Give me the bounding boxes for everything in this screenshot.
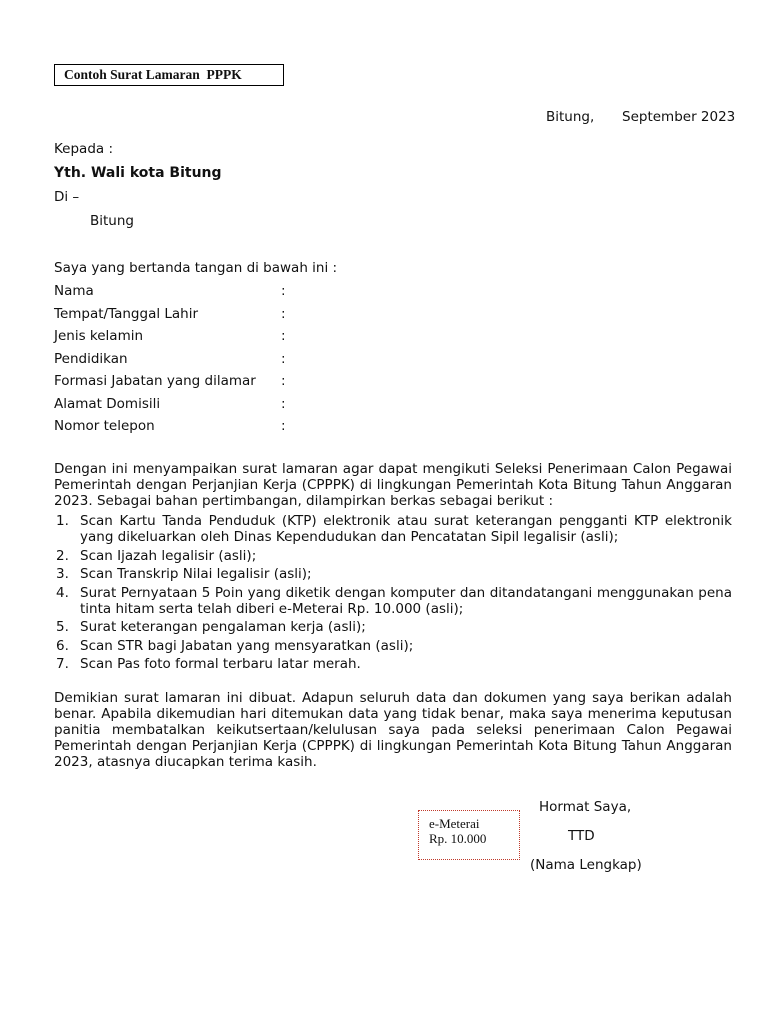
field-row — [54, 373, 354, 396]
list-text: Scan Pas foto formal terbaru latar merah. — [80, 656, 361, 672]
recipient-city: Bitung — [90, 213, 134, 229]
list-text: Scan Ijazah legalisir (asli); — [80, 547, 257, 564]
closing-text: Hormat Saya, — [539, 799, 632, 815]
field-label: Tempat/Tanggal Lahir — [54, 305, 199, 322]
intro-text: Saya yang bertanda tangan di bawah ini : — [54, 260, 338, 276]
field-label: Formasi Jabatan yang dilamar — [54, 373, 256, 389]
field-row — [54, 283, 354, 306]
list-item — [54, 638, 732, 654]
field-row — [54, 306, 354, 329]
attachment-list — [54, 513, 732, 675]
signature-placeholder: TTD — [568, 828, 595, 844]
body-paragraph-2: Demikian surat lamaran ini dibuat. Adapun seluruh data dan dokumen yang saya berikan adalah benar. Apabila dikemudian hari ditemukan data yang tidak benar, maka saya menerima keputusan panitia membatalkan keikutsertaan/kelulusan saya pada seleksi penerimaan Calon Pegawai Pemerintah dengan Perjanjian Kerja (CPPPK) di lingkungan Pemerintah Kota Bitung Tahun Anggaran 2023, atasnya diucapkan terima kasih. — [54, 690, 732, 770]
list-number: 2. — [56, 547, 69, 564]
list-item — [54, 513, 732, 545]
list-number: 4. — [56, 584, 69, 601]
kepada-label: Kepada : — [54, 141, 114, 157]
field-label: Pendidikan — [54, 350, 128, 367]
di-label: Di – — [54, 189, 80, 205]
list-item — [54, 619, 732, 635]
list-number: 6. — [56, 637, 69, 654]
list-number: 1. — [56, 513, 69, 529]
list-item — [54, 656, 732, 672]
stamp-amount: Rp. 10.000 — [429, 831, 487, 846]
list-text: Surat Pernyataan 5 Poin yang diketik dengan komputer dan ditandatangani menggunakan pena tinta hitam serta telah diberi e-Meterai Rp. 10.000 (asli); — [80, 584, 732, 617]
list-number: 5. — [56, 619, 69, 635]
field-colon: : — [281, 328, 286, 344]
field-colon: : — [281, 395, 286, 412]
field-label: Jenis kelamin — [54, 328, 144, 344]
field-label: Nomor telepon — [54, 418, 155, 434]
field-row — [54, 328, 354, 351]
field-colon: : — [281, 373, 286, 389]
list-text: Scan STR bagi Jabatan yang mensyaratkan (asli); — [80, 637, 414, 654]
recipient: Yth. Wali kota Bitung — [54, 165, 222, 181]
field-row — [54, 396, 354, 419]
signer-name-placeholder: (Nama Lengkap) — [530, 857, 642, 873]
list-number: 3. — [56, 566, 69, 582]
list-text: Scan Kartu Tanda Penduduk (KTP) elektronik atau surat keterangan pengganti KTP elektronik yang dikeluarkan oleh Dinas Kependudukan dan Pencatatan Sipil legalisir (asli); — [80, 513, 732, 545]
field-colon: : — [281, 418, 286, 434]
field-colon: : — [281, 305, 286, 322]
field-row — [54, 418, 354, 441]
list-item — [54, 548, 732, 564]
field-colon: : — [281, 283, 286, 299]
field-colon: : — [281, 350, 286, 367]
list-item — [54, 566, 732, 582]
list-number: 7. — [56, 656, 69, 672]
e-meterai-box — [418, 810, 520, 860]
list-text: Surat keterangan pengalaman kerja (asli); — [80, 619, 366, 635]
date-month-year: September 2023 — [622, 109, 736, 125]
field-row — [54, 351, 354, 374]
field-label: Alamat Domisili — [54, 395, 161, 412]
date-place: Bitung, — [546, 109, 595, 125]
body-paragraph-1: Dengan ini menyampaikan surat lamaran agar dapat mengikuti Seleksi Penerimaan Calon Pegawai Pemerintah dengan Perjanjian Kerja (CPPPK) di lingkungan Pemerintah Kota Bitung Tahun Anggaran 2023. Sebagai bahan pertimbangan, dilampirkan berkas sebagai berikut : — [54, 461, 732, 509]
stamp-label: e-Meterai — [429, 816, 480, 831]
document-title: Contoh Surat Lamaran PPPK — [54, 64, 284, 86]
list-text: Scan Transkrip Nilai legalisir (asli); — [80, 566, 312, 582]
applicant-fields — [54, 283, 354, 441]
list-item — [54, 585, 732, 617]
field-label: Nama — [54, 283, 94, 299]
